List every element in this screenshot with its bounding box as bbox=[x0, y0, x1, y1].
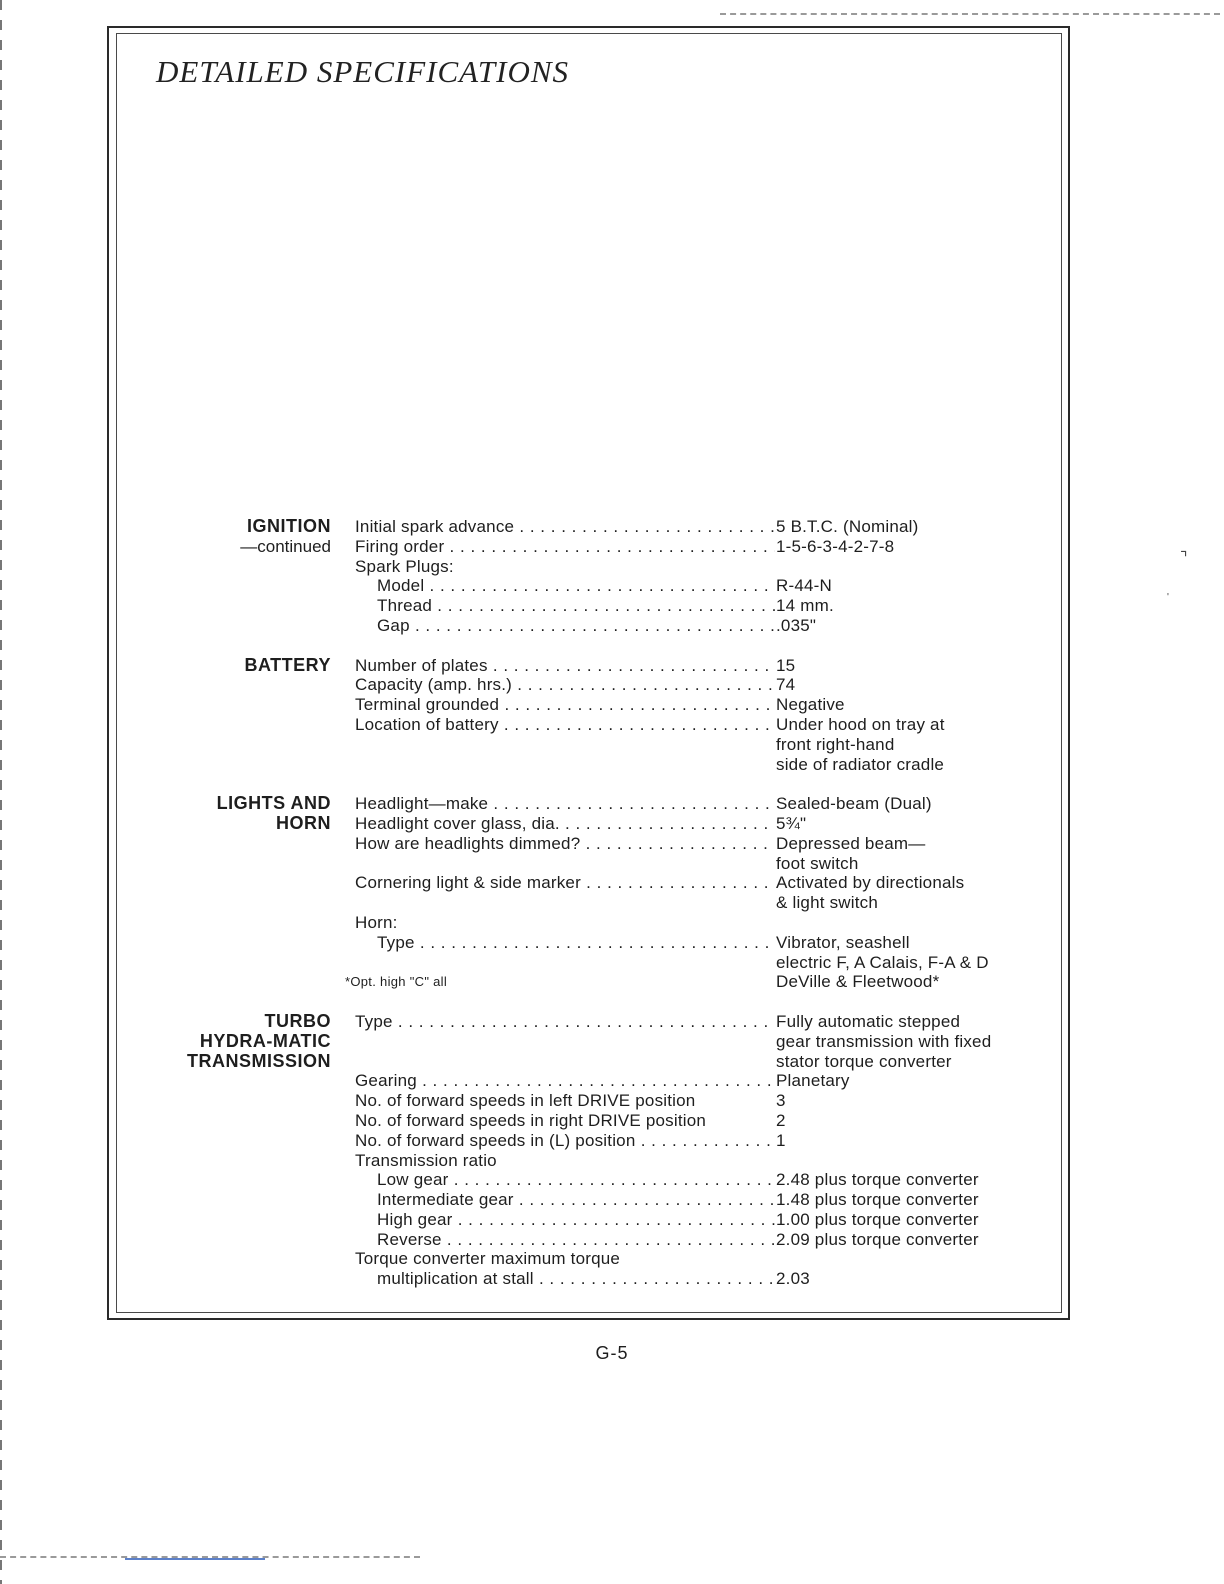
spec-row bbox=[150, 1111, 1050, 1131]
spacer bbox=[150, 636, 1050, 656]
spec-row bbox=[150, 1190, 1050, 1210]
spec-subheading: Spark Plugs: bbox=[355, 556, 454, 576]
spec-row bbox=[150, 517, 1050, 537]
spec-value-continued: foot switch bbox=[776, 853, 859, 873]
spec-value-continued: electric F, A Calais, F-A & D bbox=[776, 952, 989, 972]
spec-row bbox=[150, 1170, 1050, 1190]
spec-value: Fully automatic stepped bbox=[776, 1011, 961, 1031]
spec-value-continued: side of radiator cradle bbox=[776, 754, 945, 774]
spec-value: Under hood on tray at bbox=[776, 714, 945, 734]
spec-label: Headlight—make . . . bbox=[355, 794, 775, 814]
spec-row bbox=[150, 1151, 1050, 1171]
spec-row bbox=[150, 854, 1050, 874]
section-title-battery: BATTERY bbox=[244, 654, 331, 675]
spacer bbox=[150, 992, 1050, 1012]
spec-row bbox=[150, 616, 1050, 636]
spec-label: Location of battery . . . bbox=[355, 715, 775, 735]
spec-row bbox=[150, 1052, 1050, 1072]
spec-row bbox=[150, 814, 1050, 834]
spec-label: Terminal grounded . . . bbox=[355, 695, 775, 715]
spec-label: Initial spark advance . . . bbox=[355, 517, 775, 537]
spec-subheading: Horn: bbox=[355, 912, 398, 932]
spec-label: Gap . . . bbox=[377, 616, 775, 636]
spec-row bbox=[150, 1032, 1050, 1052]
spec-row bbox=[150, 794, 1050, 814]
spec-row bbox=[150, 576, 1050, 596]
spec-value: Planetary bbox=[776, 1071, 850, 1091]
spec-table bbox=[150, 517, 1050, 1289]
spec-value: 14 mm. bbox=[776, 596, 834, 616]
spec-subheading: Transmission ratio bbox=[355, 1150, 497, 1170]
scan-speck: ⌝ bbox=[1180, 550, 1188, 567]
section-title-horn: HORN bbox=[276, 812, 331, 833]
spec-value-continued: front right-hand bbox=[776, 734, 895, 754]
spec-subheading: Torque converter maximum torque bbox=[355, 1249, 621, 1269]
spec-value: 5 B.T.C. (Nominal) bbox=[776, 517, 919, 536]
spec-label: Number of plates . . . bbox=[355, 656, 775, 676]
spec-value: 1 bbox=[776, 1130, 786, 1150]
spec-row bbox=[150, 933, 1050, 953]
spec-value: 3 bbox=[776, 1091, 786, 1111]
section-title-transmission: TRANSMISSION bbox=[186, 1050, 331, 1071]
spec-value: 1.48 plus torque converter bbox=[776, 1190, 979, 1210]
spec-row bbox=[150, 656, 1050, 676]
spec-row bbox=[150, 834, 1050, 854]
page-title: DETAILED SPECIFICATIONS bbox=[156, 54, 570, 89]
spec-row bbox=[150, 1269, 1050, 1289]
spec-row bbox=[150, 596, 1050, 616]
spec-row bbox=[150, 1210, 1050, 1230]
section-title-hydramatic: HYDRA-MATIC bbox=[199, 1030, 331, 1051]
spec-row bbox=[150, 1071, 1050, 1091]
spec-value: 2 bbox=[776, 1110, 786, 1130]
spec-label: multiplication at stall . . . bbox=[377, 1269, 775, 1289]
spec-row bbox=[150, 873, 1050, 893]
spec-value-continued: & light switch bbox=[776, 893, 879, 913]
spec-value: Sealed-beam (Dual) bbox=[776, 794, 932, 814]
section-title-turbo: TURBO bbox=[264, 1010, 331, 1031]
section-title-lights: LIGHTS AND bbox=[216, 793, 331, 814]
scan-dash-top bbox=[720, 13, 1220, 15]
spec-value: 15 bbox=[776, 655, 796, 675]
spec-row bbox=[150, 715, 1050, 735]
spec-value: 74 bbox=[776, 675, 796, 695]
spec-value: 1-5-6-3-4-2-7-8 bbox=[776, 536, 895, 556]
spec-label: No. of forward speeds in (L) position . . . bbox=[355, 1131, 775, 1151]
spec-row bbox=[150, 913, 1050, 933]
spec-label: High gear . . . bbox=[377, 1210, 775, 1230]
spec-label: Low gear . . . bbox=[377, 1170, 775, 1190]
spec-label: Headlight cover glass, dia. . . . bbox=[355, 814, 775, 834]
spec-row bbox=[150, 1091, 1050, 1111]
footnote: *Opt. high "C" all bbox=[345, 974, 448, 990]
spec-value-continued: stator torque converter bbox=[776, 1051, 952, 1071]
spec-value: R-44-N bbox=[776, 576, 832, 596]
spec-row bbox=[150, 1012, 1050, 1032]
spec-row bbox=[150, 557, 1050, 577]
spec-row bbox=[150, 953, 1050, 973]
spec-value: 2.09 plus torque converter bbox=[776, 1229, 979, 1249]
page-number: G-5 bbox=[595, 1343, 629, 1363]
spec-row bbox=[150, 695, 1050, 715]
spec-row bbox=[150, 675, 1050, 695]
spec-value: .035" bbox=[776, 615, 817, 635]
spec-label: Gearing . . . bbox=[355, 1071, 775, 1091]
spec-value: 2.03 bbox=[776, 1269, 810, 1289]
spec-label: Type . . . bbox=[377, 933, 775, 953]
spec-row bbox=[150, 755, 1050, 775]
spec-value: Depressed beam— bbox=[776, 833, 926, 853]
spec-value: Vibrator, seashell bbox=[776, 932, 910, 952]
spec-label: No. of forward speeds in right DRIVE position bbox=[355, 1110, 707, 1130]
spec-label: Intermediate gear . . . bbox=[377, 1190, 775, 1210]
spec-value: 2.48 plus torque converter bbox=[776, 1170, 979, 1190]
spec-label: Type . . . bbox=[355, 1012, 775, 1032]
spacer bbox=[150, 774, 1050, 794]
scan-speck: ' bbox=[1167, 592, 1169, 603]
spec-label: Firing order . . . bbox=[355, 537, 775, 557]
spec-row bbox=[150, 537, 1050, 557]
spec-row bbox=[150, 1131, 1050, 1151]
spec-label: Thread . . . bbox=[377, 596, 775, 616]
spec-value: Negative bbox=[776, 695, 845, 715]
spec-label: Model . . . bbox=[377, 576, 775, 596]
spec-value: 5¾" bbox=[776, 813, 807, 833]
section-subtitle-ignition: —continued bbox=[240, 536, 331, 556]
spec-value-continued: gear transmission with fixed bbox=[776, 1031, 992, 1051]
spec-label: Reverse . . . bbox=[377, 1230, 775, 1250]
spec-row bbox=[150, 1249, 1050, 1269]
spec-label: Cornering light & side marker . . . bbox=[355, 873, 775, 893]
spec-row bbox=[150, 972, 1050, 992]
spec-row bbox=[150, 1230, 1050, 1250]
spec-value: 1.00 plus torque converter bbox=[776, 1209, 979, 1229]
scan-blue-mark bbox=[125, 1558, 265, 1560]
spec-value: Activated by directionals bbox=[776, 873, 965, 893]
spec-row bbox=[150, 893, 1050, 913]
section-title-ignition: IGNITION bbox=[247, 516, 331, 536]
spec-label: Capacity (amp. hrs.) . . . bbox=[355, 675, 775, 695]
spec-label: No. of forward speeds in left DRIVE position bbox=[355, 1091, 696, 1111]
spec-label: How are headlights dimmed? . . . bbox=[355, 834, 775, 854]
spec-row bbox=[150, 735, 1050, 755]
spec-value-continued: DeVille & Fleetwood* bbox=[776, 972, 940, 992]
